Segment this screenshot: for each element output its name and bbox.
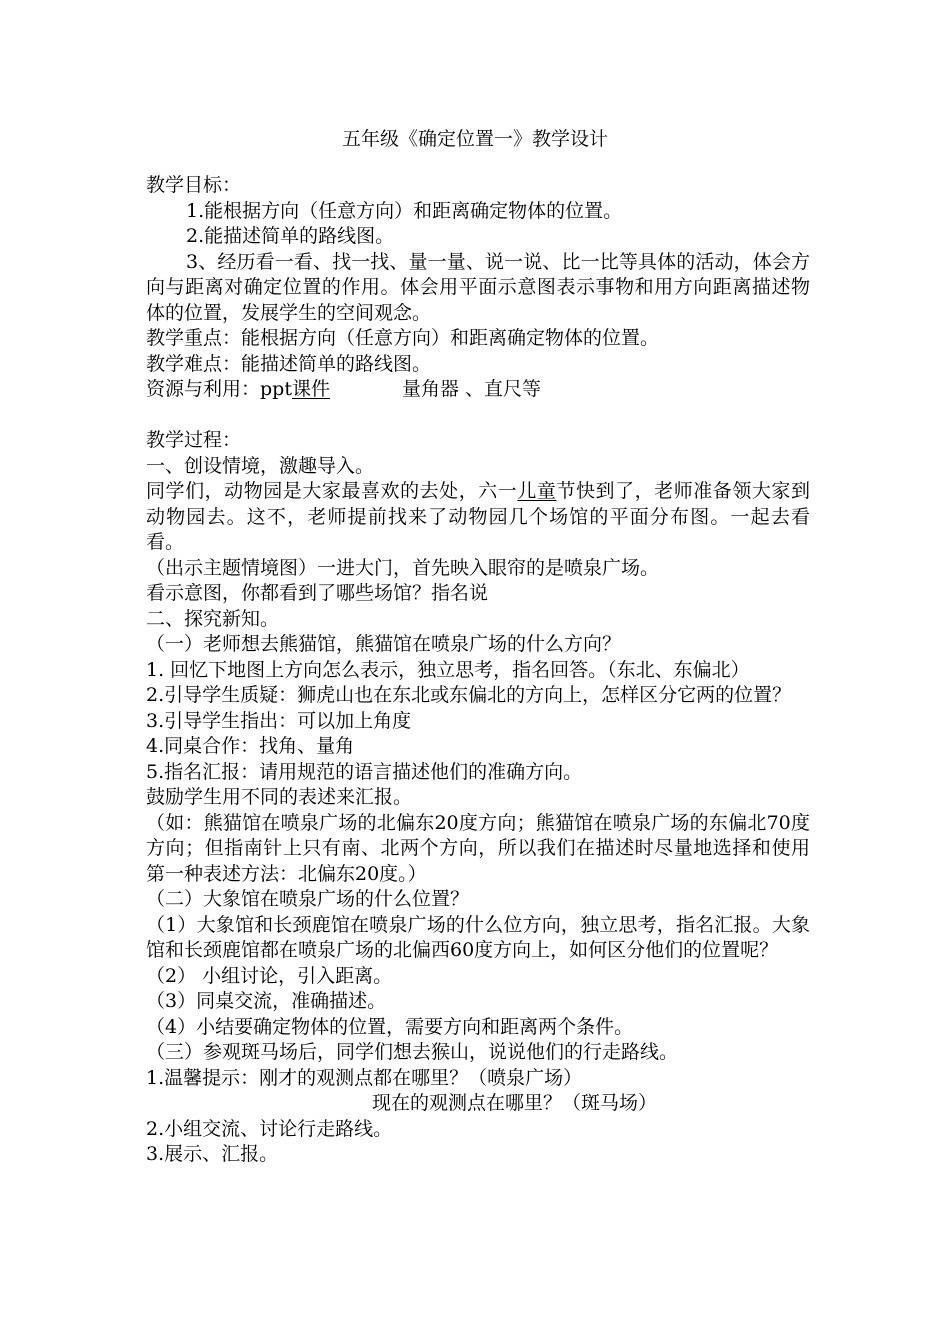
part-2-step-1: （1）大象馆和长颈鹿馆在喷泉广场的什么位方向，独立思考，指名汇报。大象馆和长颈鹿馆都在喷泉广场的北偏西60度方向上，如何区分他们的位置呢？ xyxy=(146,913,810,961)
goal-item-1: 1.能根据方向（任意方向）和距离确定物体的位置。 xyxy=(186,199,623,222)
part-1-step-4: 4.同桌合作：找角、量角 xyxy=(146,735,355,757)
part-2-step-3: （3）同桌交流，准确描述。 xyxy=(146,990,387,1012)
section-1-heading: 一、创设情境，激趣导入。 xyxy=(146,454,375,477)
courseware-link[interactable]: 课件 xyxy=(291,378,330,400)
goal-item-2: 2.能描述简单的路线图。 xyxy=(186,225,395,247)
section-2-heading: 二、探究新知。 xyxy=(146,607,280,630)
children-link[interactable]: 儿童 xyxy=(517,480,557,502)
part-3-tip-1: 1.温馨提示：刚才的观测点都在哪里？（喷泉广场） xyxy=(146,1066,583,1089)
page-title: 五年级《确定位置一》教学设计 xyxy=(341,128,608,150)
process-heading: 教学过程： xyxy=(146,429,242,451)
part-2-heading: （二）大象馆在喷泉广场的什么位置？ xyxy=(146,888,470,910)
part-1-example: （如：熊猫馆在喷泉广场的北偏东20度方向；熊猫馆在喷泉广场的东偏北70度方向；但指南针上只有南、北两个方向，所以我们在描述时尽量地选择和使用第一种表述方法：北偏东20度。） xyxy=(146,811,810,885)
part-3-heading: （三）参观斑马场后，同学们想去猴山，说说他们的行走路线。 xyxy=(146,1041,679,1063)
show-scene: （出示主题情境图）一进大门，首先映入眼帘的是喷泉广场。 xyxy=(146,556,660,579)
resources xyxy=(146,377,810,403)
blank-line xyxy=(146,403,810,429)
intro-text-start: 同学们，动物园是大家最喜欢的去处，六一 xyxy=(146,480,518,502)
part-3-tip-2: 现在的观测点在哪里？（斑马场） xyxy=(372,1092,658,1114)
goal-item-3: 3、经历看一看、找一找、量一量、说一说、比一比等具体的活动，体会方向与距离对确定位置的作用。体会用平面示意图表示事物和用方向距离描述物体的位置，发展学生的空间观念。 xyxy=(146,250,810,324)
difficulty: 教学难点：能描述简单的路线图。 xyxy=(146,352,432,375)
part-1-heading: （一）老师想去熊猫馆，熊猫馆在喷泉广场的什么方向？ xyxy=(146,633,622,655)
part-1-encourage: 鼓励学生用不同的表述来汇报。 xyxy=(146,786,413,808)
part-1-step-5: 5.指名汇报：请用规范的语言描述他们的准确方向。 xyxy=(146,760,583,783)
part-2-step-4: （4）小结要确定物体的位置，需要方向和距离两个条件。 xyxy=(146,1015,634,1038)
look-diagram: 看示意图，你都看到了哪些场馆？指名说 xyxy=(146,582,489,604)
part-3-step-2: 2.小组交流、讨论行走路线。 xyxy=(146,1117,393,1140)
intro-paragraph xyxy=(146,479,810,556)
document-body xyxy=(146,173,810,1168)
resources-label: 资源与利用：ppt xyxy=(146,378,292,400)
part-1-step-2: 2.引导学生质疑：狮虎山也在东北或东偏北的方向上，怎样区分它两的位置？ xyxy=(146,684,792,706)
key-point: 教学重点：能根据方向（任意方向）和距离确定物体的位置。 xyxy=(146,327,660,349)
part-1-step-1: 1. 回忆下地图上方向怎么表示，独立思考，指名回答。（东北、东偏北） xyxy=(146,658,750,681)
part-3-step-3: 3.展示、汇报。 xyxy=(146,1143,279,1165)
part-2-step-2: （2） 小组讨论，引入距离。 xyxy=(146,964,393,987)
intro-text-end: 节快到了，老师准备领大家到动物园去。这不，老师提前找来了动物园几个场馆的平面分布图。一起去看看。 xyxy=(146,480,810,553)
goals-heading: 教学目标： xyxy=(146,174,242,196)
resources-rest: 量角器 、直尺等 xyxy=(401,378,542,400)
part-1-step-3: 3.引导学生指出：可以加上角度 xyxy=(146,709,412,732)
